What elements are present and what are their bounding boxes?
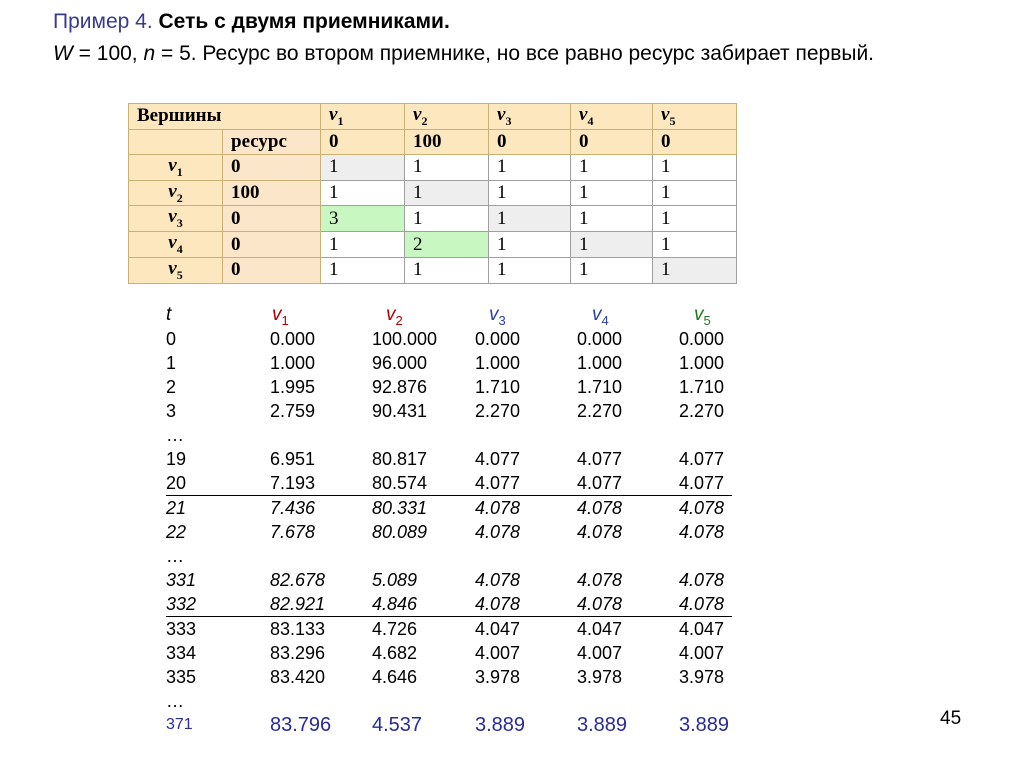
- cell-v2: 5.089: [372, 570, 418, 590]
- cell-v5: 4.047: [679, 619, 725, 639]
- cell-v4: 4.078: [577, 594, 623, 614]
- cell-v4: 4.078: [577, 522, 623, 542]
- cell-v5: 4.077: [679, 449, 725, 469]
- cell-t: 19: [166, 449, 187, 469]
- matrix-cell: 1: [571, 257, 653, 283]
- cell-v3: 0.000: [475, 329, 521, 349]
- table-row: [166, 447, 732, 471]
- cell-v2: 80.089: [372, 522, 428, 542]
- cell-v5: 3.978: [679, 667, 725, 687]
- matrix-cell: 1: [571, 154, 653, 180]
- matrix-cell: 1: [653, 232, 737, 258]
- matrix-corner-label: Вершины: [129, 104, 321, 130]
- resource-label: ресурс: [223, 129, 321, 154]
- cell-v4: 2.270: [577, 401, 623, 421]
- table-row: [166, 568, 732, 592]
- matrix-row-label: $v_5$: [129, 257, 223, 283]
- matrix-cell: 1: [571, 232, 653, 258]
- cell-v4: 4.077: [577, 449, 623, 469]
- table-row: [166, 665, 732, 689]
- matrix-cell-highlight: 2: [405, 232, 489, 258]
- table-row: [166, 544, 732, 568]
- cell-t: 0: [166, 329, 177, 349]
- cell-v2: 100.000: [372, 329, 438, 349]
- cell-v2: 4.646: [372, 667, 418, 687]
- matrix-col-header: $v_1$: [321, 104, 405, 130]
- cell-t: …: [166, 425, 184, 445]
- cell-t: 334: [166, 643, 197, 663]
- cell-t: …: [166, 546, 184, 566]
- subtitle-text: = 5. Ресурс во втором приемнике, но все равно ресурс забирает первый.: [155, 42, 875, 65]
- page-number: 45: [940, 708, 962, 729]
- cell-v4: 4.007: [577, 643, 623, 663]
- col-resource: 0: [321, 129, 405, 154]
- cell-v1: 0.000: [270, 329, 316, 349]
- table-row: [166, 375, 732, 399]
- header-v2: $v_2$: [386, 304, 403, 328]
- cell-v3: 3.889: [475, 714, 526, 736]
- matrix-cell: 1: [405, 257, 489, 283]
- cell-t: 21: [166, 498, 187, 518]
- cell-v1: 83.420: [270, 667, 326, 687]
- cell-v3: 4.047: [475, 619, 521, 639]
- cell-v5: 1.710: [679, 377, 725, 397]
- matrix-cell: 1: [571, 180, 653, 206]
- cell-v2: 92.876: [372, 377, 428, 397]
- cell-v3: 4.078: [475, 498, 521, 518]
- simulation-table: [166, 303, 732, 737]
- cell-v3: 4.077: [475, 449, 521, 469]
- row-resource: 0: [223, 206, 321, 232]
- row-resource: 0: [223, 232, 321, 258]
- cell-v1: 2.759: [270, 401, 316, 421]
- cell-v3: 2.270: [475, 401, 521, 421]
- matrix-cell: 1: [653, 154, 737, 180]
- cell-t: 335: [166, 667, 197, 687]
- cell-t: 333: [166, 619, 197, 639]
- matrix-row-label: $v_2$: [129, 180, 223, 206]
- matrix-cell: 1: [489, 257, 571, 283]
- cell-v1: 83.133: [270, 619, 326, 639]
- cell-v3: 4.078: [475, 570, 521, 590]
- cell-t: 331: [166, 570, 197, 590]
- cell-v1: 1.000: [270, 353, 316, 373]
- header-t: t: [166, 304, 172, 325]
- cell-v4: 4.077: [577, 473, 623, 493]
- matrix-col-header: $v_2$: [405, 104, 489, 130]
- table-row: [166, 496, 732, 520]
- cell-v2: 90.431: [372, 401, 428, 421]
- cell-v5: 4.007: [679, 643, 725, 663]
- cell-t: 3: [166, 401, 177, 421]
- cell-v3: 4.007: [475, 643, 521, 663]
- example-label: Пример 4.: [53, 10, 153, 33]
- cell-t: 1: [166, 353, 177, 373]
- matrix-col-header: $v_3$: [489, 104, 571, 130]
- matrix-col-header: $v_4$: [571, 104, 653, 130]
- matrix-cell: 1: [321, 257, 405, 283]
- cell-v2: 80.574: [372, 473, 428, 493]
- row-resource: 100: [223, 180, 321, 206]
- cell-v1: 7.436: [270, 498, 316, 518]
- cell-v5: 4.078: [679, 498, 725, 518]
- cell-v4: 1.710: [577, 377, 623, 397]
- matrix-cell: 1: [653, 257, 737, 283]
- matrix-cell: 1: [653, 180, 737, 206]
- cell-v3: 4.078: [475, 522, 521, 542]
- slide-subtitle: [53, 38, 993, 70]
- cell-v5: 3.889: [679, 714, 730, 736]
- cell-v4: 4.078: [577, 498, 623, 518]
- col-resource: 0: [489, 129, 571, 154]
- table-row: [166, 423, 732, 447]
- cell-v2: 4.726: [372, 619, 418, 639]
- matrix-cell: 1: [405, 206, 489, 232]
- cell-v2: 80.817: [372, 449, 428, 469]
- cell-t: 20: [166, 473, 187, 493]
- cell-v5: 4.077: [679, 473, 725, 493]
- table-row: [166, 351, 732, 375]
- matrix-cell: 1: [405, 154, 489, 180]
- matrix-cell: 1: [321, 232, 405, 258]
- cell-v5: 1.000: [679, 353, 725, 373]
- cell-v1: 83.296: [270, 643, 326, 663]
- matrix-row-label: $v_3$: [129, 206, 223, 232]
- col-resource: 0: [653, 129, 737, 154]
- slide-title: [53, 9, 450, 35]
- cell-v2: 4.537: [372, 714, 423, 736]
- matrix-cell-highlight: 3: [321, 206, 405, 232]
- cell-v5: 4.078: [679, 570, 725, 590]
- cell-v4: 3.978: [577, 667, 623, 687]
- header-v3: $v_3$: [489, 304, 506, 328]
- cell-v3: 4.077: [475, 473, 521, 493]
- header-v5: $v_5$: [694, 304, 711, 328]
- cell-v4: 0.000: [577, 329, 623, 349]
- cell-v1: 82.921: [270, 594, 326, 614]
- cell-v1: 6.951: [270, 449, 316, 469]
- cell-v1: 83.796: [270, 714, 332, 736]
- cell-t: 2: [166, 377, 177, 397]
- table-row: [166, 327, 732, 351]
- col-resource: 0: [571, 129, 653, 154]
- table-row: [166, 520, 732, 544]
- cell-v1: 7.193: [270, 473, 316, 493]
- w-variable: W: [53, 42, 73, 65]
- cell-v1: 1.995: [270, 377, 316, 397]
- cell-v3: 3.978: [475, 667, 521, 687]
- matrix-cell: 1: [653, 206, 737, 232]
- cell-v1: 7.678: [270, 522, 316, 542]
- matrix-cell: 1: [489, 232, 571, 258]
- cell-v5: 4.078: [679, 522, 725, 542]
- header-v4: $v_4$: [592, 304, 609, 328]
- cell-v1: 82.678: [270, 570, 326, 590]
- matrix-cell: 1: [405, 180, 489, 206]
- matrix-cell: 1: [571, 206, 653, 232]
- cell-v2: 4.682: [372, 643, 418, 663]
- cell-v3: 4.078: [475, 594, 521, 614]
- cell-v5: 0.000: [679, 329, 725, 349]
- cell-v3: 1.710: [475, 377, 521, 397]
- matrix-cell: 1: [321, 154, 405, 180]
- row-resource: 0: [223, 257, 321, 283]
- cell-t: 371: [166, 716, 193, 733]
- cell-v2: 80.331: [372, 498, 428, 518]
- table-row: [166, 592, 732, 617]
- table-row: [166, 471, 732, 496]
- row-resource: 0: [223, 154, 321, 180]
- cell-v4: 4.047: [577, 619, 623, 639]
- cell-t: 332: [166, 594, 197, 614]
- cell-v3: 1.000: [475, 353, 521, 373]
- matrix-row-label: $v_4$: [129, 232, 223, 258]
- cell-t: …: [166, 691, 184, 711]
- table-row: [166, 641, 732, 665]
- cell-v2: 96.000: [372, 353, 428, 373]
- matrix-col-header: $v_5$: [653, 104, 737, 130]
- n-variable: n: [143, 42, 156, 65]
- matrix-cell: 1: [321, 180, 405, 206]
- table-row: [166, 399, 732, 423]
- table-header: [166, 303, 732, 327]
- cell-v4: 4.078: [577, 570, 623, 590]
- cell-v5: 4.078: [679, 594, 725, 614]
- header-v1: $v_1$: [272, 304, 289, 328]
- cell-v2: 4.846: [372, 594, 418, 614]
- w-equation: = 100,: [72, 42, 144, 65]
- cell-v4: 3.889: [577, 714, 628, 736]
- cell-v4: 1.000: [577, 353, 623, 373]
- table-row: [166, 689, 732, 713]
- matrix-cell: 1: [489, 154, 571, 180]
- table-row: [166, 617, 732, 641]
- matrix-cell: 1: [489, 206, 571, 232]
- col-resource: 100: [405, 129, 489, 154]
- matrix-cell: 1: [489, 180, 571, 206]
- table-row: [166, 713, 732, 737]
- adjacency-matrix: [128, 103, 737, 284]
- matrix-row-label: $v_1$: [129, 154, 223, 180]
- cell-t: 22: [166, 522, 187, 542]
- cell-v5: 2.270: [679, 401, 725, 421]
- example-title: Сеть с двумя приемниками.: [158, 10, 450, 33]
